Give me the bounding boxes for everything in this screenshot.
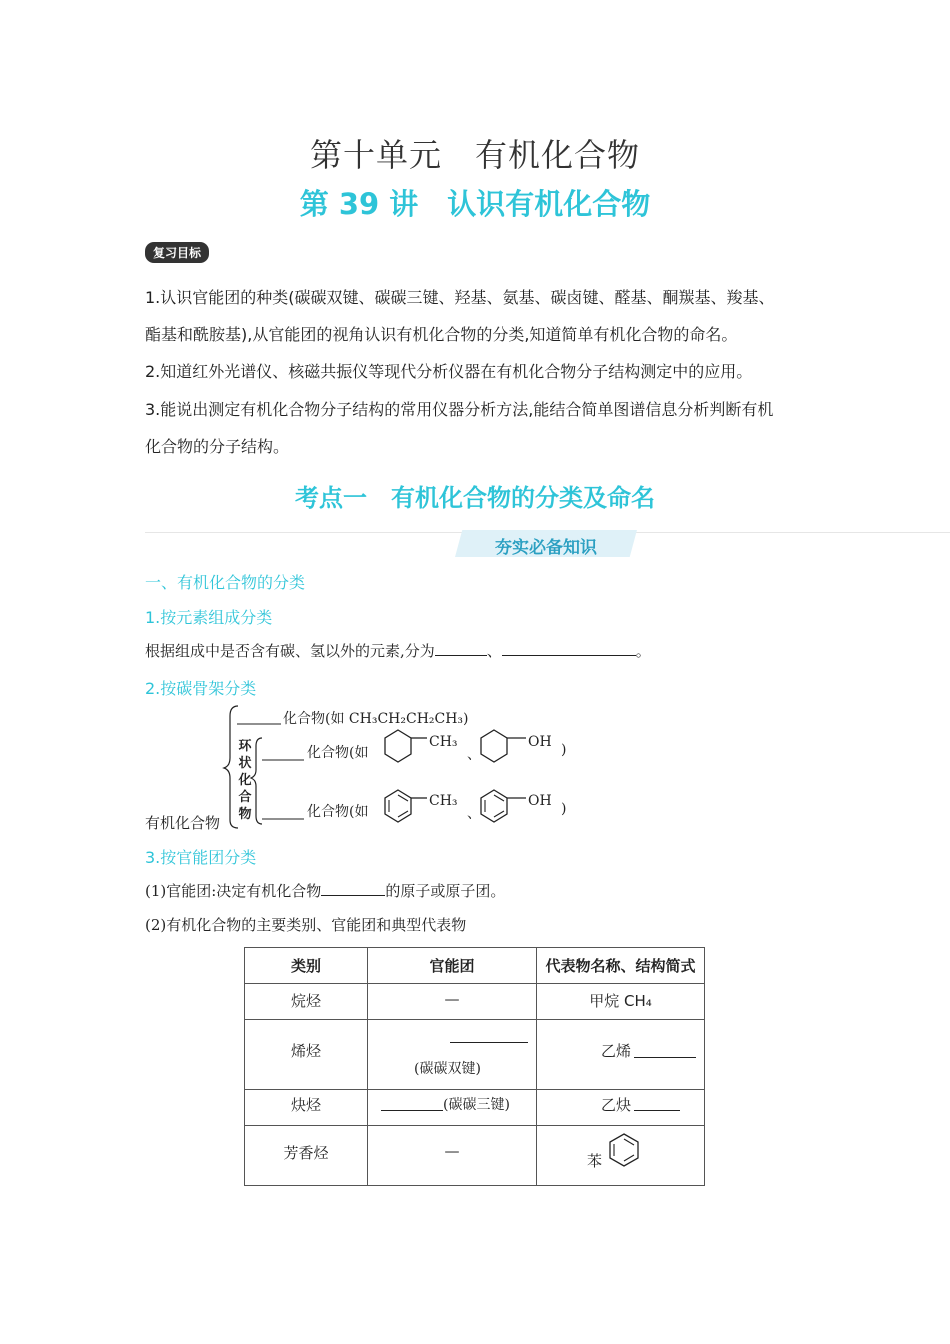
goal-line-4: 3.能说出测定有机化合物分子结构的常用仪器分析方法,能结合简单图谱信息分析判断有机 — [145, 400, 774, 419]
close-paren: ) — [561, 742, 567, 758]
lecture-title: 第 39 讲 认识有机化合物 — [299, 187, 651, 221]
tree-root-label: 有机化合物 — [145, 814, 221, 832]
section-banner-text: 夯实必备知识 — [495, 538, 597, 558]
benzene-icon — [607, 1132, 641, 1168]
cyclic-char: 物 — [238, 807, 252, 822]
text-sep: 、 — [486, 642, 502, 660]
goal-line-3: 2.知道红外光谱仪、核磁共振仪等现代分析仪器在有机化合物分子结构测定中的应用。 — [145, 362, 753, 381]
subheading-functional-group: 3.按官能团分类 — [145, 848, 257, 867]
text-fg-a: (1)官能团:决定有机化合物 — [145, 882, 322, 900]
goal-line-5: 化合物的分子结构。 — [145, 437, 290, 456]
alkyne-rep-label: 乙炔 — [601, 1096, 632, 1114]
blank-alkyne-group — [381, 1110, 443, 1111]
blank-alkene-group — [450, 1042, 528, 1043]
cyclic-char: 状 — [238, 756, 252, 771]
table-row — [245, 984, 705, 1020]
cyclic-char: 环 — [238, 739, 252, 754]
classification-table — [244, 947, 705, 1186]
table-cell-rep — [537, 1126, 705, 1186]
blank-fg — [321, 881, 385, 896]
alkyne-group-label: (碳碳三键) — [443, 1097, 510, 1113]
table-header: 代表物名称、结构简式 — [537, 948, 705, 984]
table-cell-group — [368, 1090, 537, 1126]
goal-line-1: 1.认识官能团的种类(碳碳双键、碳碳三键、羟基、氨基、碳卤键、醛基、酮羰基、羧基、 — [145, 288, 775, 307]
table-cell-rep: 甲烷 CH₄ — [537, 984, 705, 1020]
cyclic-label — [237, 738, 253, 823]
sep-label: 、 — [467, 747, 481, 763]
outer-brace — [224, 706, 238, 828]
blank-1 — [435, 641, 487, 656]
table-cell-group — [368, 1020, 537, 1090]
table-cell-category: 烷烃 — [245, 984, 368, 1020]
subheading-element: 1.按元素组成分类 — [145, 608, 273, 627]
table-row — [245, 1090, 705, 1126]
section-heading: 一、有机化合物的分类 — [145, 573, 306, 592]
close-paren: ) — [561, 801, 567, 817]
text-table-intro: (2)有机化合物的主要类别、官能团和典型代表物 — [145, 916, 467, 934]
sep-label: 、 — [467, 806, 481, 822]
ch3-label: CH₃ — [429, 793, 458, 809]
oh-label: OH — [528, 734, 552, 750]
table-row — [245, 1020, 705, 1090]
goal-line-2: 酯基和酰胺基),从官能团的视角认识有机化合物的分类,知道简单有机化合物的命名。 — [145, 325, 738, 344]
tree-branch-alicyclic: 化合物(如 — [307, 745, 369, 761]
subheading-skeleton: 2.按碳骨架分类 — [145, 679, 257, 698]
oh-label: OH — [528, 793, 552, 809]
unit-title: 第十单元 有机化合物 — [309, 136, 640, 174]
tree-branch-aromatic: 化合物(如 — [307, 804, 369, 820]
text-element-a: 根据组成中是否含有碳、氢以外的元素,分为 — [145, 642, 435, 660]
text-end: 。 — [635, 642, 651, 660]
cyclohexanol-ring — [481, 730, 507, 762]
kaodian-title: 考点一 有机化合物的分类及命名 — [295, 484, 655, 512]
table-cell-rep — [537, 1020, 705, 1090]
table-row — [245, 1126, 705, 1186]
table-header: 官能团 — [368, 948, 537, 984]
blank-alkene-rep — [634, 1057, 696, 1058]
text-element-classification — [145, 640, 651, 661]
table-cell-category: 炔烃 — [245, 1090, 368, 1126]
alkene-rep-label: 乙烯 — [601, 1042, 632, 1060]
table-cell-category: 芳香烃 — [245, 1126, 368, 1186]
text-functional-group-def — [145, 880, 505, 901]
table-cell-group: — — [368, 984, 537, 1020]
cyclic-char: 合 — [238, 790, 252, 805]
table-header: 类别 — [245, 948, 368, 984]
review-goals-badge: 复习目标 — [145, 242, 209, 263]
alkene-group-label: (碳碳双键) — [414, 1061, 481, 1077]
text-fg-b: 的原子或原子团。 — [385, 882, 506, 900]
cyclohexane-ring — [385, 730, 411, 762]
table-cell-category: 烯烃 — [245, 1020, 368, 1090]
cyclic-char: 化 — [238, 773, 252, 788]
benzene-rep-label: 苯 — [587, 1152, 603, 1170]
table-cell-group: — — [368, 1126, 537, 1186]
table-cell-rep — [537, 1090, 705, 1126]
ch3-label: CH₃ — [429, 734, 458, 750]
tree-branch-chain: 化合物(如 CH₃CH₂CH₂CH₃) — [283, 711, 469, 727]
blank-2 — [502, 641, 636, 656]
blank-alkyne-rep — [634, 1110, 680, 1111]
